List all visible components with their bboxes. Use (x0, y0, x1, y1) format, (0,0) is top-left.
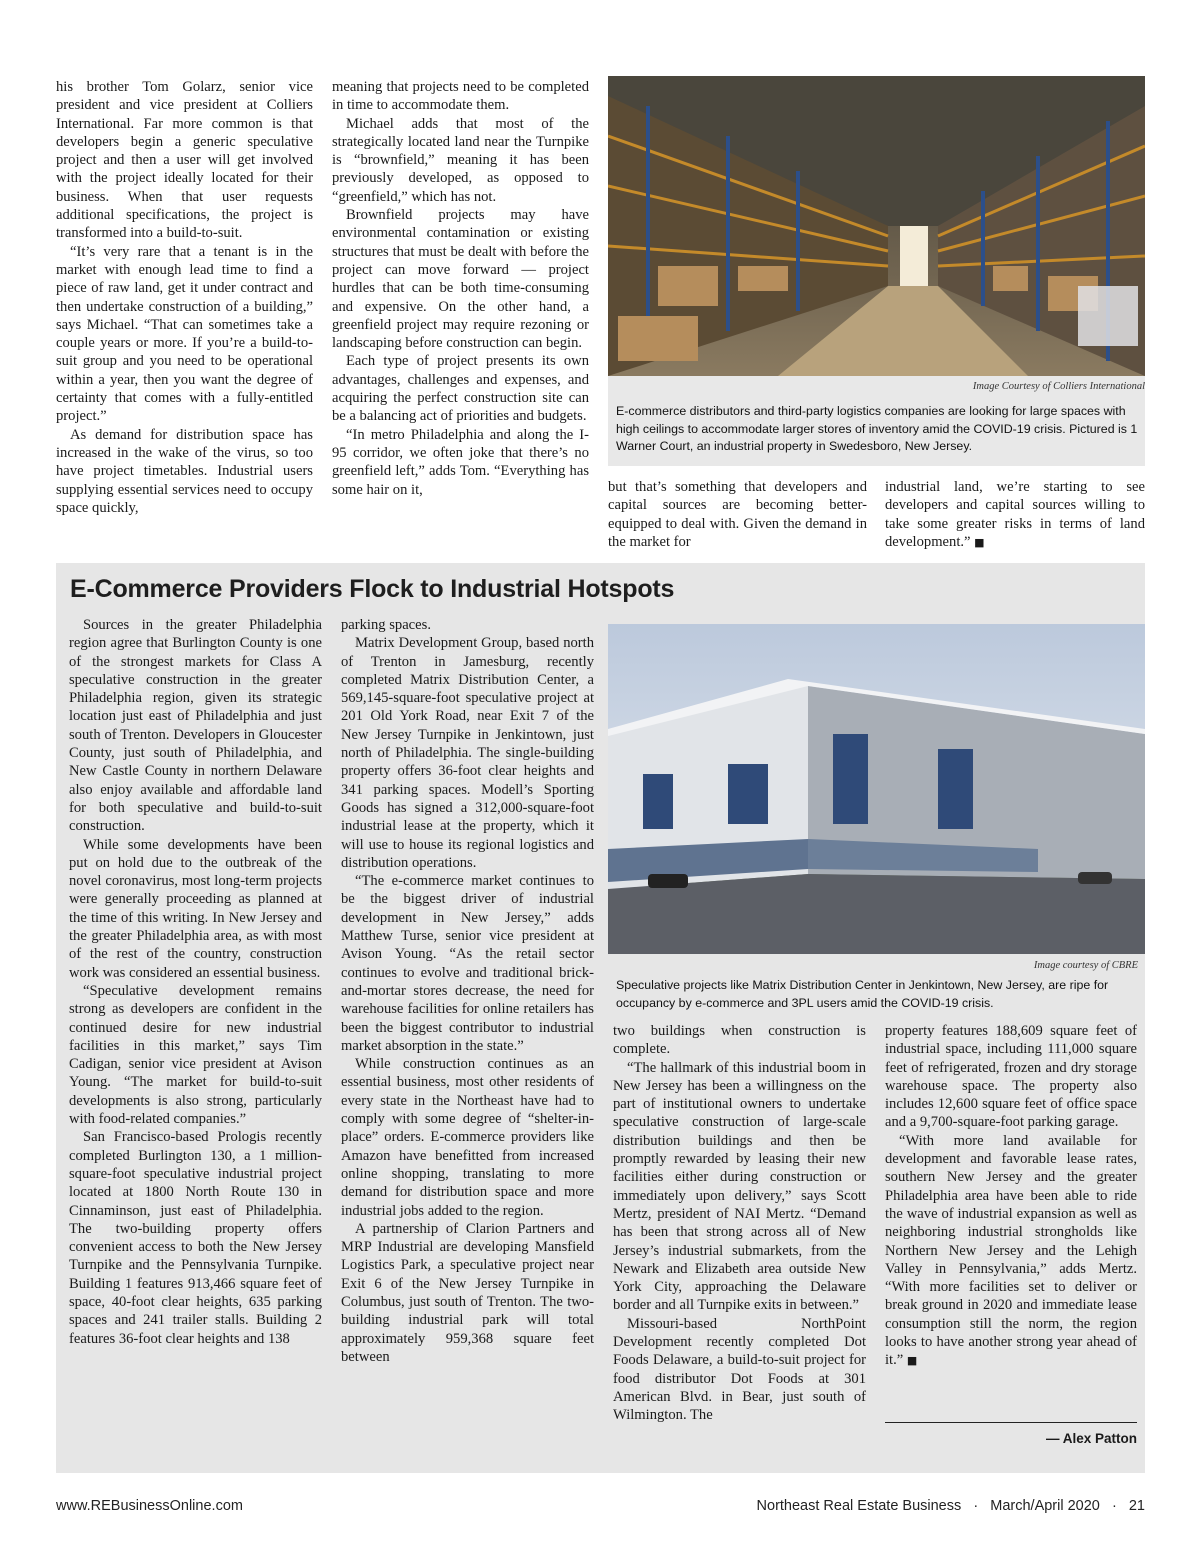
paragraph: While construction continues as an essential business, most other residents of every state in the Northeast have had to comply with some degree of “shelter-in-place” orders. E-commerce providers like Amazon have benefitted from increased online shopping, translating to more demand for distribution space and more industrial jobs added to the region. (341, 1056, 594, 1219)
article-column-2 (332, 78, 589, 499)
paragraph: “It’s very rare that a tenant is in the market with enough lead time to find a piece of raw land, get it under contract and then undertake construction of a building,” says Michael. “That can sometimes take a couple years or more. If you’re a build-to-suit group and you need to be operational within a year, then you want the degree of certainty that comes with a fully-entitled project.” (56, 243, 313, 425)
end-mark: ■ (974, 535, 985, 549)
photo-caption: E-commerce distributors and third-party logistics companies are looking for large spaces with high ceilings to accommodate larger stores of inventory amid the COVID-19 crisis. Pictured is 1 Warner Court, an industrial property in Swedesboro, New Jersey. (616, 404, 1138, 453)
sidebar-title: E-Commerce Providers Flock to Industrial Hotspots (70, 575, 675, 603)
paragraph: Brownfield projects may have environmental contamination or existing structures that must be dealt with before the project can move forward — project hurdles that can be both time-consuming and expensive. On the other hand, a greenfield project may require rezoning or landscaping before construction can begin. (332, 207, 589, 352)
warehouse-illustration (608, 76, 1145, 376)
photo-credit: Image courtesy of CBRE (1033, 960, 1138, 971)
photo-credit: Image Courtesy of Colliers International (972, 381, 1145, 392)
paragraph: meaning that projects need to be completed in time to accommodate them. (332, 79, 589, 114)
paragraph: but that’s something that developers and capital sources are becoming better-equipped to deal with. Given the demand in the market for (608, 479, 867, 550)
article-column-4 (885, 478, 1145, 552)
paragraph: two buildings when construction is complete. (613, 1023, 866, 1058)
paragraph: property features 188,609 square feet of industrial space, including 111,000 square feet of refrigerated, frozen and dry storage warehouse space. The property also includes 12,600 square feet of office space and a 9,700-square-foot parking garage. (885, 1023, 1137, 1131)
paragraph: Missouri-based NorthPoint Development recently completed Dot Foods Delaware, a build-to-suit project for food distributor Dot Foods at 301 American Blvd. in Bear, just south of Wilmington. The (613, 1315, 866, 1424)
paragraph (885, 1132, 1137, 1371)
paragraph: his brother Tom Golarz, senior vice president and vice president at Colliers International. Far more common is that developers begin a generic speculative project and then a user will get involved with the project ideally located for their business. When that user requests additional specifications, the project is transformed into a build-to-suit. (56, 79, 313, 242)
building-illustration (608, 624, 1145, 954)
warehouse-photo (608, 76, 1145, 376)
sidebar-column-1 (69, 616, 322, 1348)
paragraph: Sources in the greater Philadelphia region agree that Burlington County is one of the strongest markets for Class A speculative construction in the greater Philadelphia region, given its strategic location just east of Philadelphia and just south of Trenton. Developers in Gloucester County, just south of Philadelphia, and New Castle County in northern Delaware also enjoy available and affordable land for both speculative and build-to-suit construction. (69, 617, 322, 835)
byline: — Alex Patton (1045, 1431, 1137, 1446)
footer-website: www.REBusinessOnline.com (56, 1498, 243, 1514)
paragraph: San Francisco-based Prologis recently completed Burlington 130, a 1 million-square-foot speculative industrial project located at 1800 North Route 130 in Cinnaminson, just east of Philadelphia. The two-building property offers convenient access to both the New Jersey Turnpike and the Pennsylvania Turnpike. Building 1 features 913,466 square feet of space, 40-foot clear heights, 635 parking spaces and 241 trailer stalls. Building 2 features 36-foot clear heights and 138 (69, 1129, 322, 1347)
paragraph: As demand for distribution space has increased in the wake of the virus, so too have project timetables. Industrial users supplying essential services need to occupy space quickly, (56, 426, 313, 516)
paragraph: “In metro Philadelphia and along the I-95 corridor, we often joke that there’s no greenfield left,” adds Tom. “Everything has some hair on it, (332, 426, 589, 498)
page-number: 21 (1128, 1498, 1145, 1514)
end-mark: ■ (906, 1354, 918, 1368)
building-photo (608, 624, 1145, 954)
paragraph: “Speculative development remains strong as developers are confident in the continued desire for new industrial facilities in this market,” says Tim Cadigan, senior vice president at Avison Young. “The market for build-to-suit developments is also strong, particularly with food-related companies.” (69, 982, 322, 1128)
paragraph-text: industrial land, we’re starting to see developers and capital sources willing to take some greater risks in terms of land development.” (885, 479, 1145, 550)
footer-publication: Northeast Real Estate Business (756, 1498, 962, 1514)
paragraph-text: “With more land available for development and favorable lease rates, southern New Jersey and the greater Philadelphia area have been able to ride the wave of industrial expansion as well as neighboring industrial strongholds like Northern New Jersey and the Lehigh Valley in Pennsylvania,” adds Mertz. “With more facilities set to deliver or break ground in 2020 and immediate lease consumption still the norm, the region looks to have another strong year ahead of it.” (885, 1132, 1137, 1369)
article-column-3 (608, 478, 867, 551)
paragraph: parking spaces. (341, 617, 431, 633)
paragraph: Matrix Development Group, based north of Trenton in Jamesburg, recently completed Matrix Distribution Center, a 569,145-square-foot speculative project at 201 Old York Road, near Exit 7 of the New Jersey Turnpike in Jenkintown, just north of Philadelphia. The single-building property offers 36-foot clear heights and 341 parking spaces. Modell’s Sporting Goods has signed a 312,000-square-foot industrial lease at the property, which it will use to house its regional logistics and distribution operations. (341, 635, 594, 871)
paragraph: Each type of project presents its own advantages, challenges and expenses, and acquiring the perfect construction site can be a balancing act of priorities and budgets. (332, 353, 589, 425)
paragraph: A partnership of Clarion Partners and MRP Industrial are developing Mansfield Logistics Park, a speculative project near Exit 6 of the New Jersey Turnpike in Columbus, just south of Trenton. The two-building industrial park will total approximately 959,368 square feet between (341, 1220, 594, 1365)
sidebar-column-3 (613, 1022, 866, 1425)
paragraph: “The hallmark of this industrial boom in New Jersey has been a willingness on the part of institutional owners to undertake speculative construction of large-scale distribution buildings and then be promptly rewarded by leasing their new facilities either during construction or immediately upon delivery,” says Scott Mertz, president of NAI Mertz. “Demand has been that strong across all of New Jersey’s industrial submarkets, from the Newark and Elizabeth area outside New York City, approaching the Delaware border and all Turnpike exits in between.” (613, 1059, 866, 1314)
sidebar-column-4 (885, 1022, 1137, 1371)
paragraph: While some developments have been put on hold due to the outbreak of the novel coronavirus, most long-term projects were generally proceeding as planned at the time of this writing. In New Jersey and the greater Philadelphia area, as with most of the rest of the country, construction work was considered an essential business. (69, 836, 322, 981)
paragraph: “The e-commerce market continues to be the biggest driver of industrial development in New Jersey,” adds Matthew Turse, senior vice president at Avison Young. “As the retail sector continues to evolve and traditional brick-and-mortar stores decrease, the need for warehouse facilities for online retailers has been the biggest contributor to industrial market absorption in the state.” (341, 873, 594, 1054)
sidebar-column-2 (341, 616, 594, 1366)
paragraph: Michael adds that most of the strategically located land near the Turnpike is “brownfield,” meaning it has been previously developed, as opposed to “greenfield,” which has not. (332, 115, 589, 205)
paragraph (885, 478, 1145, 552)
footer-publication-info: Northeast Real Estate Business · March/April 2020 · 21 (756, 1498, 1145, 1514)
footer-issue: March/April 2020 (990, 1498, 1100, 1514)
article-column-1 (56, 78, 313, 517)
byline-rule (885, 1422, 1137, 1423)
photo-caption: Speculative projects like Matrix Distribution Center in Jenkintown, New Jersey, are ripe for occupancy by e-commerce and 3PL users amid the COVID-19 crisis. (616, 978, 1109, 1010)
